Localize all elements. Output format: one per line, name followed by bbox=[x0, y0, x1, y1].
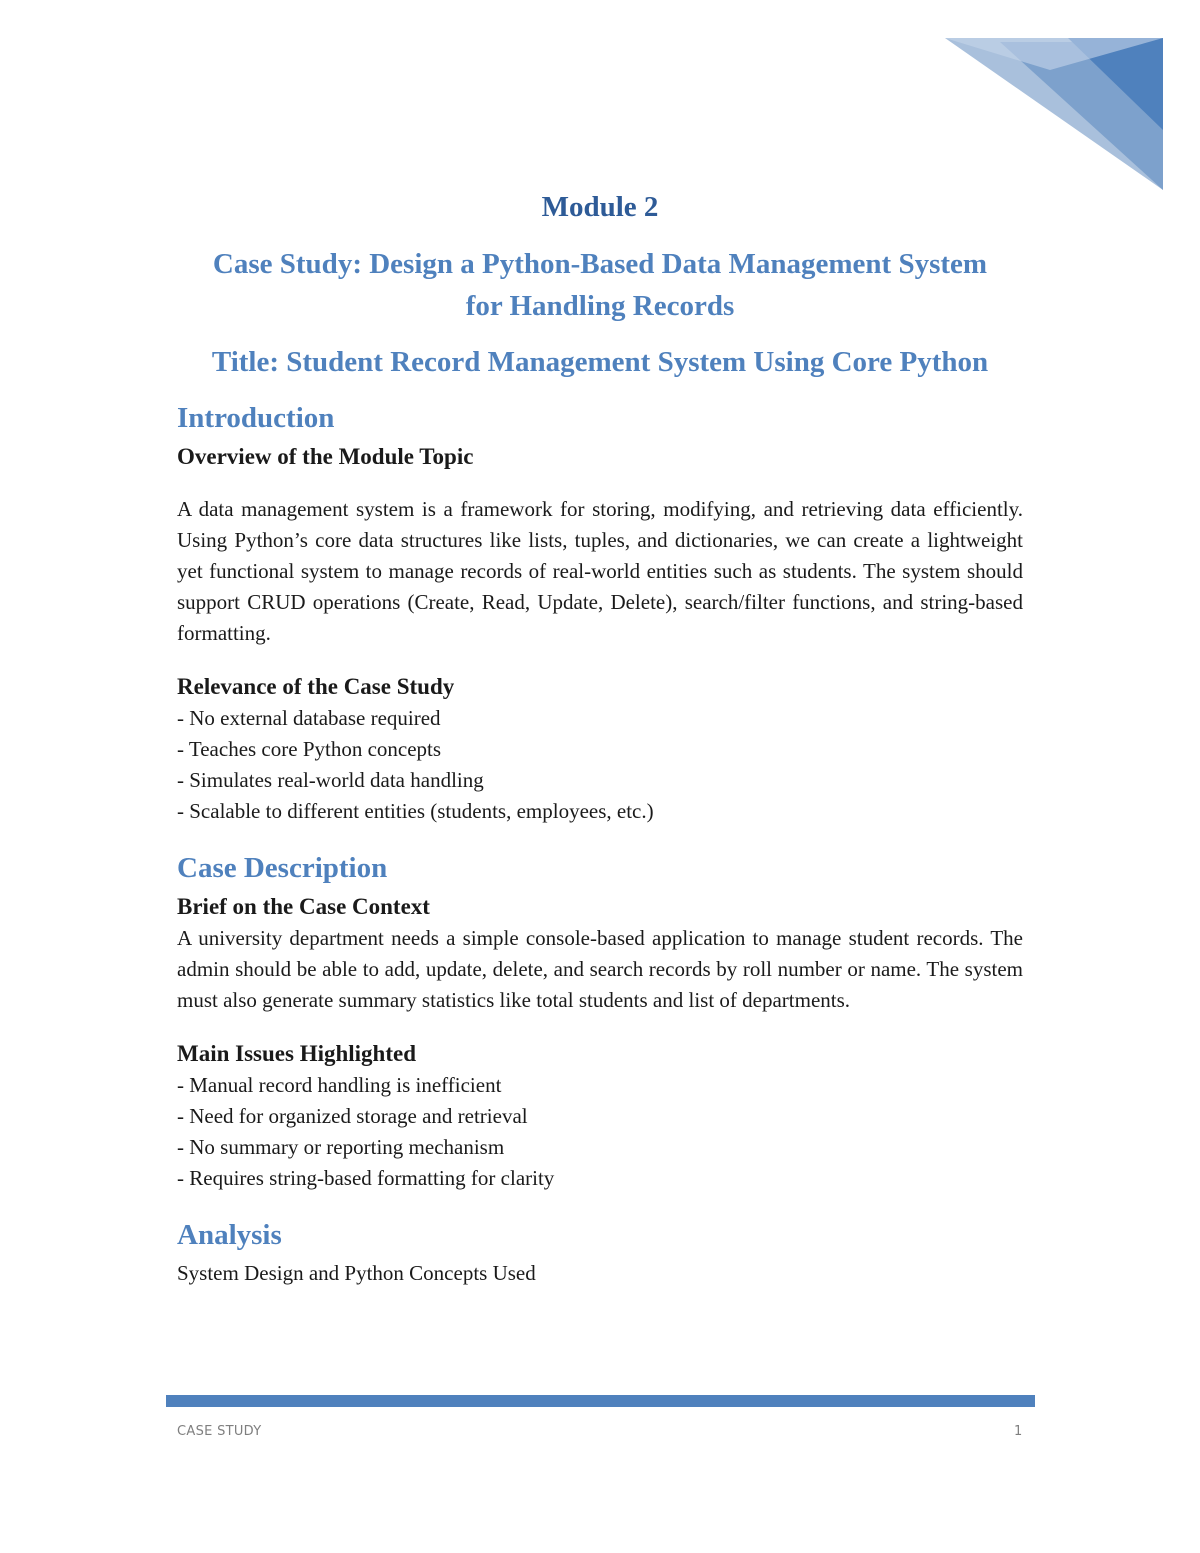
list-item: - No summary or reporting mechanism bbox=[177, 1135, 505, 1159]
case-study-title-line1: Case Study: Design a Python-Based Data Management System bbox=[212, 248, 988, 280]
footer-label: CASE STUDY bbox=[177, 1424, 262, 1439]
analysis-heading: Analysis bbox=[177, 1219, 282, 1251]
list-item: - Scalable to different entities (students, employees, etc.) bbox=[177, 799, 654, 823]
corner-triangle-decoration bbox=[0, 0, 1200, 200]
case-description-heading: Case Description bbox=[177, 852, 388, 884]
context-heading: Brief on the Case Context bbox=[177, 894, 430, 919]
issues-heading: Main Issues Highlighted bbox=[177, 1041, 416, 1066]
footer-bar bbox=[166, 1395, 1035, 1407]
case-study-title bbox=[177, 243, 1023, 327]
relevance-list bbox=[177, 703, 1023, 827]
list-item: - No external database required bbox=[177, 706, 441, 730]
analysis-subtitle: System Design and Python Concepts Used bbox=[177, 1261, 536, 1285]
document-title: Title: Student Record Management System Using Core Python bbox=[211, 346, 989, 378]
context-paragraph: A university department needs a simple console-based application to manage student records. The admin should be able to add, update, delete, and search records by roll number or name. The system must also generate summary statistics like total students and list of departments. bbox=[177, 926, 1023, 1012]
list-item: - Simulates real-world data handling bbox=[177, 768, 484, 792]
document-body bbox=[177, 188, 1023, 1289]
overview-paragraph: A data management system is a framework for storing, modifying, and retrieving data efficiently. Using Python’s core data structures like lists, tuples, and dictionaries, we can create a lightweight yet functional system to manage records of real-world entities such as students. The system should support CRUD operations (Create, Read, Update, Delete), search/filter functions, and string-based formatting. bbox=[177, 497, 1023, 645]
module-title: Module 2 bbox=[541, 191, 659, 223]
list-item: - Requires string-based formatting for clarity bbox=[177, 1166, 555, 1190]
introduction-heading: Introduction bbox=[177, 402, 335, 434]
list-item: - Need for organized storage and retrieval bbox=[177, 1104, 528, 1128]
issues-list bbox=[177, 1070, 1023, 1194]
list-item: - Teaches core Python concepts bbox=[177, 737, 442, 761]
list-item: - Manual record handling is inefficient bbox=[177, 1073, 502, 1097]
case-study-title-line2: for Handling Records bbox=[465, 290, 735, 322]
page-number: 1 bbox=[1014, 1424, 1023, 1439]
overview-heading: Overview of the Module Topic bbox=[177, 444, 474, 469]
relevance-heading: Relevance of the Case Study bbox=[177, 674, 455, 699]
